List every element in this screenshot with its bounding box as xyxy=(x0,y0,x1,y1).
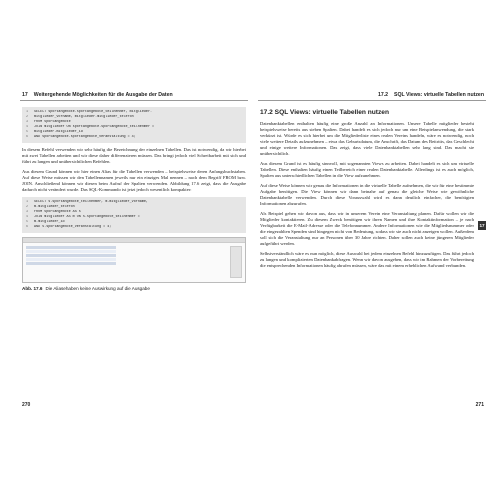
figure-caption xyxy=(22,286,246,291)
code-block-2 xyxy=(22,197,246,233)
left-paragraph-2: Aus diesem Grund können wir hier einen Alias für die Tabellen verwenden – beispielsweise deren Anfangsbuchstaben. Auf diese Weise müssen wir den Tabellennamen jeweils nur ein einziges Mal nennen – nach dem Begriff FROM bzw. JOIN. Anschließend können wir diesen beim Aufruf der Spalten verwenden. Abbildung 17.6 zeigt, dass die Ausgabe dadurch nicht verändert wurde. Das SQL-Kommando ist jetzt jedoch wesentlich kompakter: xyxy=(22,169,246,192)
right-paragraph-4: Als Beispiel gehen wir davon aus, dass wir in unserem Verein eine Veranstaltung planen. Dafür wollen wir die Mitglieder kontaktieren. Zu diesem Zweck benötigen wir ihren Namen und ihre Kontaktinformation – je nach Verfügbarkeit die E-Mail-Adresse oder die Telefonnummer. Andere Informationen wie die Mitgliedsnummer oder die eingezahlten Spenden sind hingegen nicht von Bedeutung, sodass wir sie auch nicht anzeigen wollen. Außerdem soll sich die Veranstaltung nur an Personen über 30 Jahre richten. Daher sollen auch keine jüngeren Mitglieder aufgeführt werden. xyxy=(260,211,474,246)
code-line: 2 m.mitglieder_telefon xyxy=(26,205,75,209)
code-line: 1 SELECT sportangebote.sportangebote_teilnehmer, mitglieder. xyxy=(26,110,153,114)
code-line: 4 JOIN mitglieder AS m ON s.sportangebote_teilnehmer = xyxy=(26,215,140,219)
code-line: 6 AND s.sportangebote_veranstaltung = 4; xyxy=(26,225,112,229)
code-line: 2 mitglieder_vorname, mitglieder.mitglieder_telefon xyxy=(26,115,134,119)
code-line: 3 FROM sportangebote xyxy=(26,120,71,124)
code-line: 6 AND sportangebote.sportangebote_veranstaltung = 4; xyxy=(26,135,136,139)
right-page-number: 271 xyxy=(475,402,484,408)
left-page xyxy=(20,90,248,410)
left-header-title: Weitergehende Möglichkeiten für die Ausgabe der Daten xyxy=(33,92,173,98)
screenshot-side-panel xyxy=(230,246,242,278)
screenshot-result-grid xyxy=(26,246,116,266)
chapter-thumb-tab: 17 xyxy=(479,223,485,228)
caption-label: Abb. 17.6 xyxy=(22,286,43,291)
right-paragraph-2: Aus diesem Grund ist es häufig sinnvoll, mit sogenannten Views zu arbeiten. Dabei handelt es sich um virtuelle Tabellen. Diese enthalten häufig einen Teilbereich einer realen Datenbanktabelle. Allerdings ist es auch möglich, Spalten aus unterschiedlichen Tabellen in die View aufzunehmen. xyxy=(260,161,474,178)
code-block-1 xyxy=(22,107,246,143)
right-header-number: 17.2 xyxy=(377,92,389,98)
right-header-title: SQL Views: virtuelle Tabellen nutzen xyxy=(394,92,484,98)
code-line: 5 mitglieder.mitglieder_id xyxy=(26,130,83,134)
code-line: 5 m.mitglieder_id xyxy=(26,220,65,224)
right-paragraph-3: Auf diese Weise können wir genau die Informationen in die virtuelle Tabelle aufnehmen, die wir für eine bestimmte Aufgabe benötigen. Die View können wir dann beinahe auf genau die gleiche Weise wie gewöhnliche Datenbanktabelle verwenden. Durch diese Vorauswahl wird es dann deutlich einfacher, die benötigten Informationen abzurufen. xyxy=(260,183,474,206)
screenshot-toolbar xyxy=(23,238,245,243)
figure-screenshot xyxy=(22,237,246,283)
right-running-header xyxy=(258,90,486,101)
right-paragraph-1: Datenbanktabellen enthalten häufig eine große Anzahl an Informationen. Unsere Tabelle mitglieder besteht beispielsweise bereits aus sieben Spalten. Dabei handelt es sich jedoch nur um eine Beispielanwendung, die stark verkürzt ist. Würde es sich hierbei um die Mitgliederliste eines realen Vereins handeln, wäre es notwendig, noch viele weitere Details aufzunehmen – etwa das Geburtsdatum, die Anschrift, das Datum des Beitritts, das Geschlecht und einige weitere Informationen. Das zeigt, dass viele Datenbanktabellen sehr lang sind. Das macht sie unübersichtlich. xyxy=(260,121,474,156)
code-line: 4 JOIN mitglieder ON sportangebote.sportangebote_teilnehmer = xyxy=(26,125,155,129)
right-paragraph-5: Selbstverständlich wäre es nun möglich, diese Auswahl bei jedem einzelnen Befehl hinzuzufügen. Das führt jedoch zu langen und komplizierten Datenbankabfragen. Wenn wir davon ausgehen, dass wir im Rahmen der Vorbereitung die entsprechenden Informationen häufig abrufen müssen, wäre das mit einem erheblichen Aufwand verbunden. xyxy=(260,251,474,268)
left-header-number: 17 xyxy=(22,92,28,98)
caption-text: Die Aliasehaben keine Auswirkung auf die Ausgabe xyxy=(45,286,150,291)
right-page xyxy=(258,90,486,410)
left-running-header xyxy=(20,90,248,101)
code-line: 3 FROM sportangebote AS s xyxy=(26,210,81,214)
left-paragraph-1: In diesem Befehl verwenden wir sehr häufig die Bezeichnung der einzelnen Tabellen. Das ist notwendig, da wir hierbei mit zwei Tabellen arbeiten und wir diese daher differenzieren müssen. Das bringt jedoch viel Schreibarbeit mit sich und führt zu langen und unübersichtlichen Befehlen. xyxy=(22,147,246,164)
section-heading: 17.2 SQL Views: virtuelle Tabellen nutzen xyxy=(260,109,389,116)
left-page-number: 270 xyxy=(22,402,31,408)
code-line: 1 SELECT s.sportangebote_teilnehmer, m.mitglieder_vorname, xyxy=(26,200,148,204)
